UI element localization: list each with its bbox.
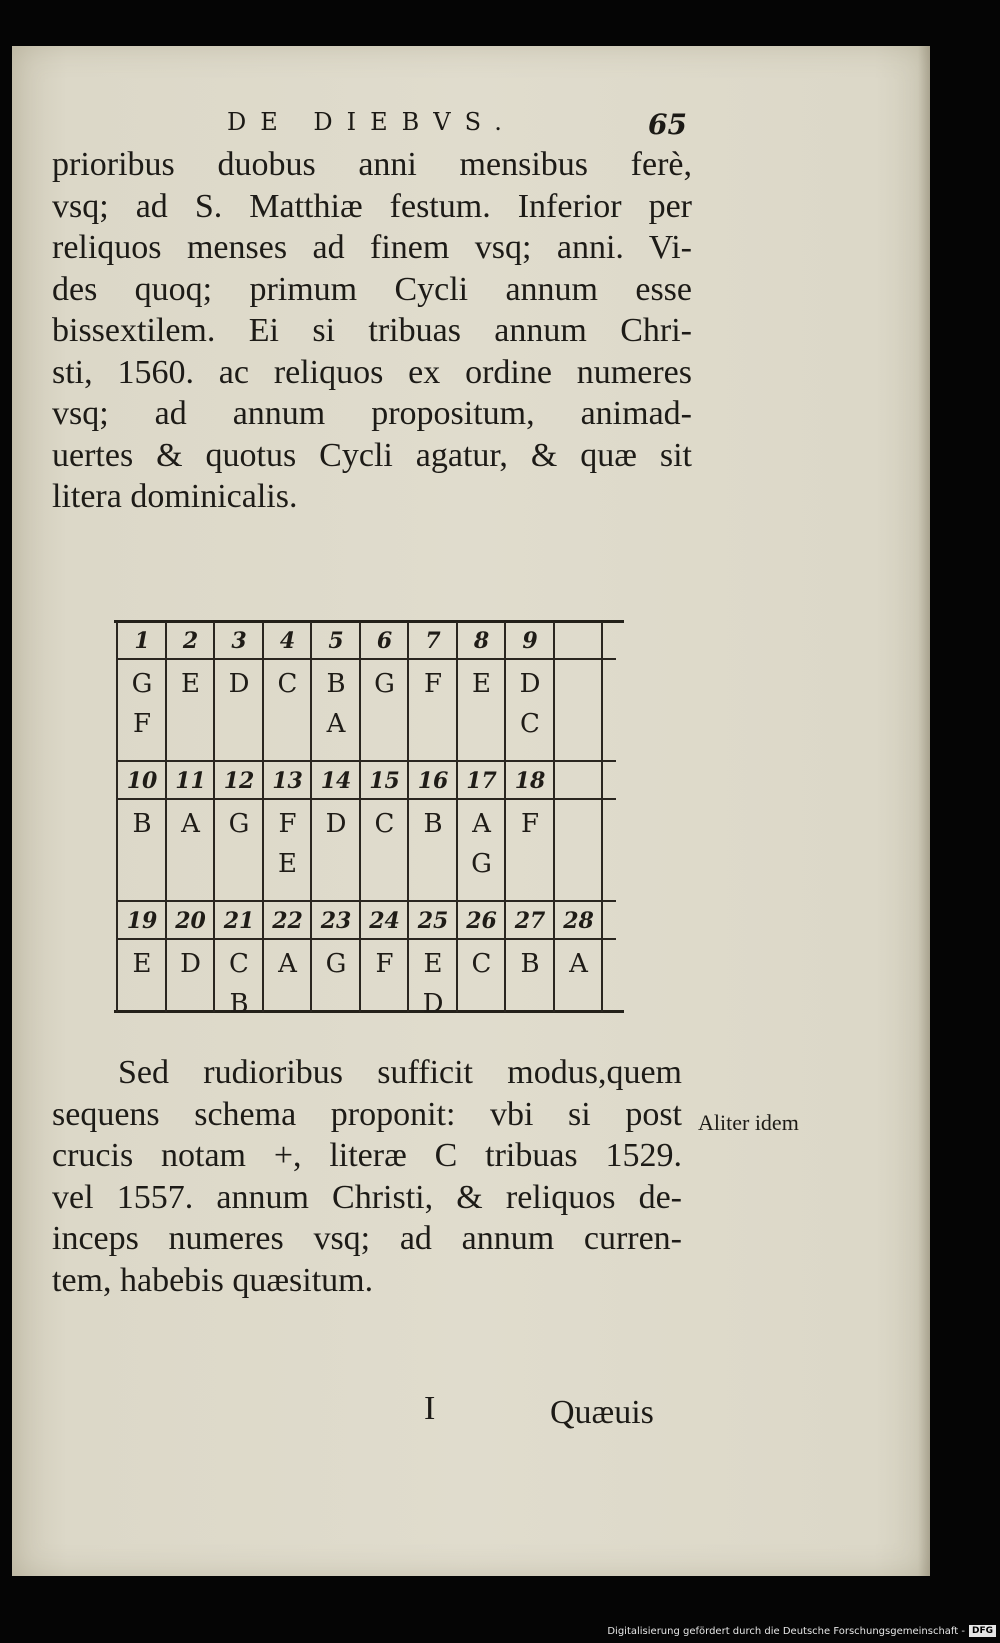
cycle-year-number: 19	[126, 908, 158, 934]
dominical-letter: E	[472, 669, 491, 699]
dominical-letter: E	[423, 949, 443, 979]
cycle-year-number: 7	[425, 628, 441, 654]
dominical-letter: D	[519, 669, 541, 699]
cycle-year-number: 10	[126, 768, 158, 794]
cycle-year-number: 25	[417, 908, 449, 934]
dominical-letter: D	[180, 949, 201, 979]
cycle-year-number: 13	[272, 768, 303, 794]
cycle-year-number: 14	[320, 768, 352, 794]
dominical-letter: C	[277, 669, 298, 699]
text-line: sequens schema proponit: vbi si post	[52, 1095, 682, 1133]
table-row-rule	[116, 760, 616, 762]
text-line: vsq; ad annum propositum, animad-	[52, 395, 692, 432]
table-bottom-rule	[114, 1010, 624, 1013]
table-row-rule	[116, 938, 616, 940]
dominical-letter: B	[132, 809, 152, 839]
dominical-letter: B	[326, 669, 346, 699]
dominical-letter: A	[181, 809, 200, 839]
dfg-logo: DFG	[969, 1625, 996, 1637]
cycle-year-number: 6	[376, 628, 393, 654]
dominical-letter: G	[131, 669, 153, 699]
cycle-year-number: 20	[175, 908, 206, 934]
dominical-letter: F	[132, 709, 152, 739]
table-row-rule	[116, 658, 616, 660]
digitization-credit	[607, 1623, 996, 1639]
text-line: tem, habebis quæsitum.	[52, 1261, 374, 1299]
cycle-year-number: 2	[182, 628, 199, 654]
dominical-letter: E	[132, 949, 152, 979]
page-number: 65	[648, 108, 687, 141]
cycle-year-number: 24	[369, 908, 400, 934]
dominical-letter: A	[472, 809, 491, 839]
cycle-year-number: 28	[563, 908, 594, 934]
signature-mark: I	[424, 1390, 436, 1427]
text-line: Sed rudioribus sufficit modus,quem	[118, 1054, 682, 1091]
table-row-rule	[116, 900, 616, 902]
paragraph-2	[52, 1052, 682, 1301]
cycle-year-number: 23	[320, 908, 352, 934]
dominical-letter: A	[569, 949, 588, 979]
book-page	[12, 46, 930, 1576]
dominical-letter: B	[229, 989, 249, 1019]
text-line: vsq; ad S. Matthiæ festum. Inferior per	[52, 187, 692, 225]
running-head: DE DIEBVS.	[227, 108, 516, 136]
cycle-year-number: 16	[417, 768, 449, 794]
margin-note: Aliter idem	[698, 1110, 799, 1135]
dominical-letter: D	[325, 809, 347, 839]
dominical-letter: G	[325, 949, 347, 979]
cycle-year-number: 22	[272, 908, 303, 934]
text-line: inceps numeres vsq; ad annum curren-	[52, 1220, 682, 1257]
text-line: des quoq; primum Cycli annum esse	[52, 270, 692, 308]
text-line: reliquos menses ad finem vsq; anni. Vi-	[52, 229, 692, 266]
text-line: vel 1557. annum Christi, & reliquos de-	[52, 1178, 682, 1216]
dominical-letter: C	[471, 949, 492, 979]
cycle-year-number: 11	[175, 768, 206, 794]
dominical-letter: C	[229, 949, 249, 979]
cycle-year-number: 15	[369, 768, 400, 794]
cycle-year-number: 27	[514, 908, 546, 934]
text-line: crucis notam +, literæ C tribuas 1529.	[52, 1137, 682, 1174]
catchword: Quæuis	[550, 1394, 654, 1431]
dominical-letter: G	[374, 669, 395, 699]
cycle-year-number: 3	[231, 628, 247, 654]
dominical-letter: C	[520, 709, 540, 739]
dominical-letter: E	[278, 849, 297, 879]
cycle-year-number: 9	[522, 628, 538, 654]
text-line: litera dominicalis.	[52, 478, 298, 515]
cycle-year-number: 1	[134, 628, 150, 654]
dominical-letter: G	[471, 849, 492, 879]
dominical-letter: A	[278, 949, 297, 979]
dominical-letter: F	[423, 669, 443, 699]
cycle-year-number: 4	[279, 628, 296, 654]
cycle-year-number: 18	[514, 768, 546, 794]
text-line: bissextilem. Ei si tribuas annum Chri-	[52, 312, 692, 349]
dominical-letter: F	[375, 949, 394, 979]
table-top-rule	[114, 620, 624, 623]
dominical-letter: A	[326, 709, 346, 739]
dominical-letter-table	[112, 576, 632, 1066]
paragraph-1	[52, 144, 692, 518]
cycle-year-number: 26	[466, 908, 497, 934]
dominical-letter: D	[422, 989, 444, 1019]
page-edge	[918, 46, 930, 1576]
cycle-year-number: 17	[466, 768, 497, 794]
dominical-letter: B	[520, 949, 540, 979]
table-row-rule	[116, 798, 616, 800]
text-line: uertes & quotus Cycli agatur, & quæ sit	[52, 436, 692, 474]
text-line: prioribus duobus anni mensibus ferè,	[52, 146, 692, 183]
cycle-year-number: 8	[473, 628, 490, 654]
dominical-letter: F	[520, 809, 540, 839]
cycle-year-number: 12	[223, 768, 255, 794]
dominical-letter: G	[228, 809, 250, 839]
credit-text: Digitalisierung gefördert durch die Deutsche Forschungsgemeinschaft -	[607, 1625, 965, 1637]
dominical-letter: C	[374, 809, 395, 839]
cycle-year-number: 5	[328, 628, 344, 654]
cycle-year-number: 21	[223, 908, 255, 934]
text-line: sti, 1560. ac reliquos ex ordine numeres	[52, 353, 692, 391]
dominical-letter: B	[423, 809, 443, 839]
dominical-letter: F	[278, 809, 297, 839]
dominical-letter: D	[228, 669, 250, 699]
dominical-letter: E	[181, 669, 200, 699]
